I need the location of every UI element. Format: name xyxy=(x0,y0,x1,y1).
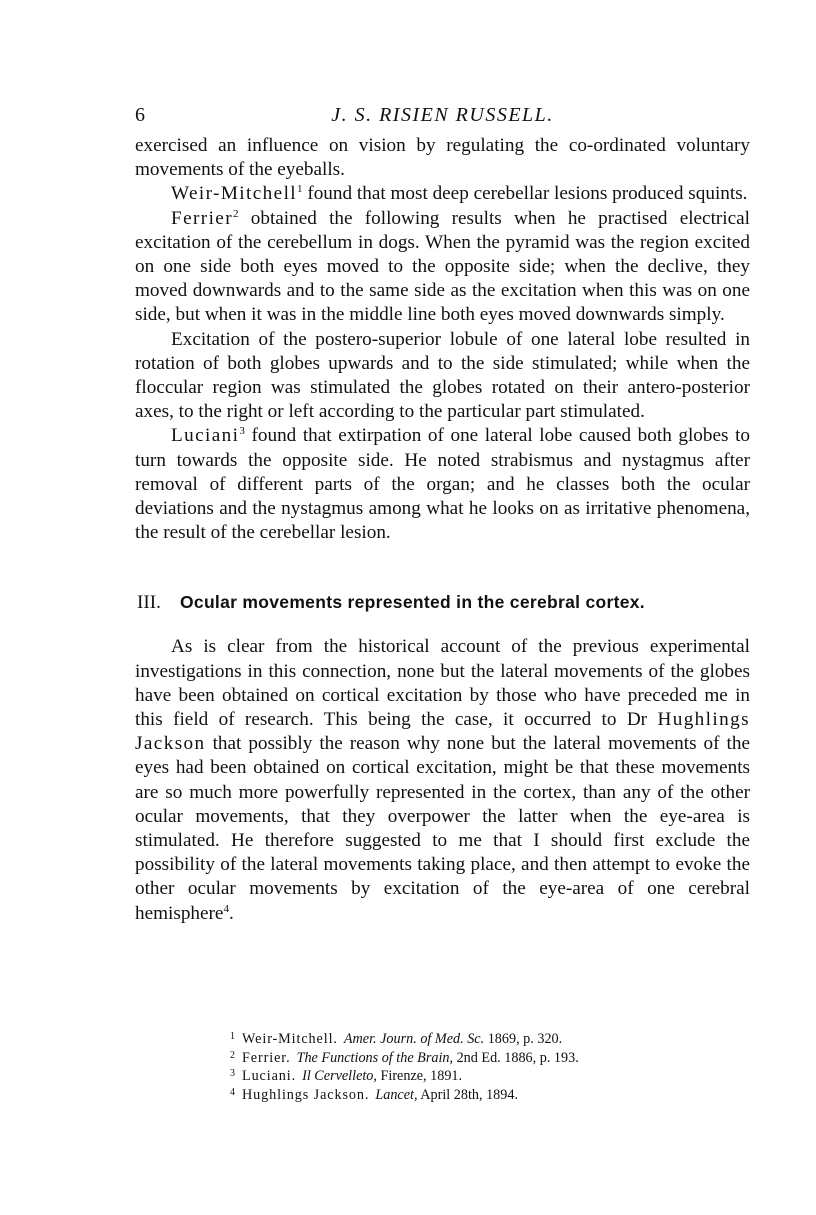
paragraph xyxy=(135,207,750,328)
footnote-ref: 4 xyxy=(223,902,229,915)
paragraph-text: obtained the following results when he practised electrical excitation of the cerebellum in dogs. When the pyramid was the region excited on one side both eyes moved to the opposite side; when the declive, they moved downwards and to the same side as the excitation when this was on one side, but when it was in the middle line both eyes moved downwards simply. xyxy=(135,207,750,326)
paragraph-text: found that most deep cerebellar lesions produced squints. xyxy=(302,183,748,205)
section-title: Ocular movements represented in the cerebral cortex. xyxy=(180,592,645,613)
section-number: III. xyxy=(137,592,161,614)
page-number: 6 xyxy=(135,104,145,126)
paragraph-text: Excitation of the postero-superior lobule of one lateral lobe resulted in rotation of both globes upwards and to the side stimulated; while when the floccular region was stimulated the globes rotated on their antero-posterior axes, to the right or left according to the particular part stimulated. xyxy=(135,328,750,423)
footnote-ref: 2 xyxy=(233,207,239,220)
footnotes xyxy=(230,1030,579,1104)
paragraph xyxy=(135,635,750,925)
author-name: Ferrier xyxy=(171,207,234,229)
footnote-detail: Firenze, 1891. xyxy=(376,1068,463,1085)
author-name: Weir-Mitchell xyxy=(171,183,298,205)
footnote: 1 Weir-Mitchell. Amer. Journ. of Med. Sc. 1869, p. 320. xyxy=(230,1031,563,1047)
footnote-source: Lancet, xyxy=(375,1086,418,1103)
footnote-author: Luciani. xyxy=(242,1068,297,1085)
footnote-ref: 1 xyxy=(297,183,303,196)
page xyxy=(135,100,750,926)
paragraph xyxy=(135,328,750,425)
paragraph xyxy=(135,134,750,182)
section-heading xyxy=(135,589,750,616)
footnote-detail: 1869, p. 320. xyxy=(484,1031,563,1047)
running-head: J. S. RISIEN RUSSELL. xyxy=(331,104,554,126)
footnote-author: Ferrier. xyxy=(242,1049,291,1066)
paragraph xyxy=(135,182,750,206)
paragraph-text: . xyxy=(228,902,234,924)
footnote-author: Hughlings Jackson. xyxy=(242,1086,370,1103)
paragraph-text: As is clear from the historical account of the previous experimental investigations in this connection, none but the lateral movements of the globes have been obtained on cortical excitation by those who have preceded me in this field of research. This being the case, it occurred to Dr xyxy=(135,636,750,731)
footnote-source: The Functions of the Brain, xyxy=(296,1049,454,1066)
paragraph xyxy=(135,424,750,545)
footnote-ref: 3 xyxy=(239,425,245,438)
page-header xyxy=(135,100,750,134)
body-text xyxy=(135,134,750,926)
author-name: Luciani xyxy=(171,425,240,447)
footnote-author: Weir-Mitchell. xyxy=(242,1031,338,1047)
footnote-detail: 2nd Ed. 1886, p. 193. xyxy=(453,1049,579,1066)
footnote-detail: April 28th, 1894. xyxy=(417,1086,519,1103)
footnote: 4 Hughlings Jackson. Lancet, April 28th, 1894. xyxy=(230,1086,519,1103)
footnote: 2 Ferrier. The Functions of the Brain, 2nd Ed. 1886, p. 193. xyxy=(230,1049,579,1066)
author-name: Hughlings Jackson xyxy=(135,709,750,755)
footnote: 3 Luciani. Il Cervelleto, Firenze, 1891. xyxy=(230,1068,463,1085)
paragraph-text: exercised an influence on vision by regulating the co-ordinated voluntary movements of the eyeballs. xyxy=(135,135,750,181)
footnote-source: Il Cervelleto, xyxy=(302,1068,377,1085)
paragraph-text: that possibly the reason why none but the lateral movements of the eyes had been obtained on cortical excitation, might be that these movements are so much more powerfully represented in the cortex, than any of the other ocular movements, that they overpower the latter when the eye-area is stimulated. He therefore suggested to me that I should first exclude the possibility of the lateral movements taking place, and then attempt to evoke the other ocular movements by excitation of the eye-area of one cerebral hemisphere xyxy=(135,733,750,924)
paragraph-text: found that extirpation of one lateral lobe caused both globes to turn towards the opposite side. He noted strabismus and nystagmus after removal of different parts of the organ; and he classes both the ocular deviations and the nystagmus among what he looks on as irritative phenomena, the result of the cerebellar lesion. xyxy=(135,425,750,544)
footnote-source: Amer. Journ. of Med. Sc. xyxy=(343,1031,485,1047)
